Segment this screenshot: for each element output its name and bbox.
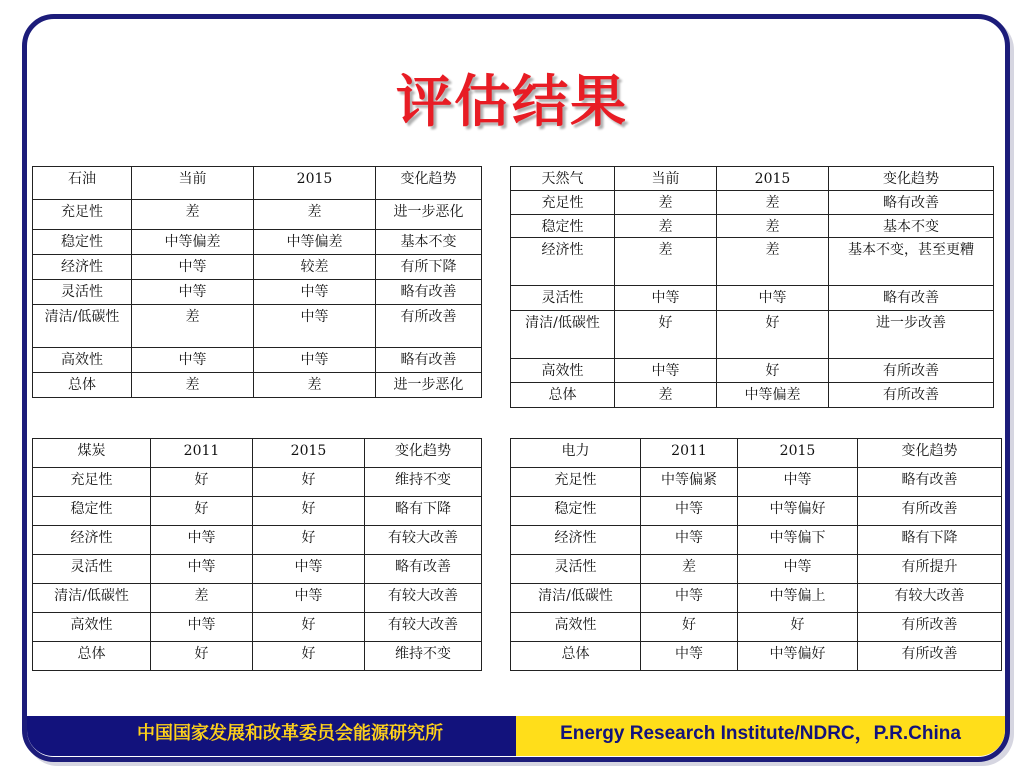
table-row xyxy=(511,238,994,286)
table-cell: 高效性 xyxy=(511,359,615,383)
header-cell: 当前 xyxy=(132,167,254,200)
header-cell: 变化趋势 xyxy=(376,167,482,200)
table-cell: 中等偏差 xyxy=(717,383,829,408)
table-cell: 差 xyxy=(132,200,254,230)
table-cell: 中等 xyxy=(641,584,738,613)
table-cell: 中等 xyxy=(641,642,738,671)
table-row xyxy=(511,497,1002,526)
table-cell: 略有改善 xyxy=(829,191,994,215)
table-cell: 灵活性 xyxy=(33,280,132,305)
header-cell: 2015 xyxy=(717,167,829,191)
table-cell: 中等 xyxy=(738,468,858,497)
table-cell: 经济性 xyxy=(511,238,615,286)
table-cell: 进一步改善 xyxy=(829,311,994,359)
table-cell: 差 xyxy=(254,200,376,230)
footer-institute-english: Energy Research Institute/NDRC，P.R.China xyxy=(513,716,1005,756)
table-row xyxy=(33,642,482,671)
table-row xyxy=(511,359,994,383)
table-cell: 略有改善 xyxy=(829,286,994,311)
table-cell: 好 xyxy=(717,311,829,359)
table-cell: 略有改善 xyxy=(376,280,482,305)
table-cell: 基本不变，甚至更糟 xyxy=(829,238,994,286)
table-row xyxy=(511,468,1002,497)
table-cell: 有所改善 xyxy=(376,305,482,348)
table-row xyxy=(511,526,1002,555)
footer-bar xyxy=(27,716,1005,756)
table-cell: 稳定性 xyxy=(511,497,641,526)
slide-title: 评估结果 xyxy=(396,70,628,135)
table-row xyxy=(33,305,482,348)
table-row xyxy=(33,230,482,255)
header-cell: 2011 xyxy=(151,439,253,468)
power-assessment-table xyxy=(510,438,1002,671)
table-cell: 经济性 xyxy=(33,526,151,555)
table-cell: 中等偏下 xyxy=(738,526,858,555)
table-row xyxy=(511,613,1002,642)
table-header-row xyxy=(33,439,482,468)
header-cell: 变化趋势 xyxy=(858,439,1002,468)
table-cell: 好 xyxy=(253,613,365,642)
table-cell: 中等偏上 xyxy=(738,584,858,613)
table-cell: 高效性 xyxy=(33,613,151,642)
table-cell: 中等 xyxy=(253,584,365,613)
table-row xyxy=(33,348,482,373)
table-cell: 差 xyxy=(717,238,829,286)
table-cell: 有所改善 xyxy=(858,613,1002,642)
table-cell: 有较大改善 xyxy=(365,613,482,642)
table-cell: 中等 xyxy=(132,255,254,280)
table-row xyxy=(33,468,482,497)
table-cell: 中等 xyxy=(615,359,717,383)
table-cell: 差 xyxy=(615,238,717,286)
table-row xyxy=(33,200,482,230)
table-row xyxy=(511,286,994,311)
table-cell: 中等 xyxy=(717,286,829,311)
table-row xyxy=(33,526,482,555)
table-row xyxy=(33,613,482,642)
table-cell: 中等偏差 xyxy=(132,230,254,255)
table-cell: 清洁/低碳性 xyxy=(33,305,132,348)
table-cell: 经济性 xyxy=(511,526,641,555)
table-cell: 进一步恶化 xyxy=(376,373,482,398)
header-cell: 当前 xyxy=(615,167,717,191)
table-cell: 差 xyxy=(132,305,254,348)
table-cell: 基本不变 xyxy=(376,230,482,255)
table-row xyxy=(33,497,482,526)
table-cell: 有所改善 xyxy=(829,359,994,383)
table-cell: 有较大改善 xyxy=(365,584,482,613)
table-cell: 略有改善 xyxy=(858,468,1002,497)
table-cell: 有所改善 xyxy=(858,497,1002,526)
table-cell: 中等 xyxy=(254,280,376,305)
table-cell: 好 xyxy=(151,642,253,671)
table-cell: 总体 xyxy=(33,373,132,398)
table-cell: 差 xyxy=(717,191,829,215)
header-cell: 电力 xyxy=(511,439,641,468)
table-cell: 中等 xyxy=(254,348,376,373)
table-cell: 灵活性 xyxy=(511,286,615,311)
table-cell: 较差 xyxy=(254,255,376,280)
table-cell: 有所改善 xyxy=(829,383,994,408)
header-cell: 2015 xyxy=(253,439,365,468)
table-cell: 中等 xyxy=(151,613,253,642)
header-cell: 变化趋势 xyxy=(365,439,482,468)
header-cell: 2015 xyxy=(738,439,858,468)
oil-assessment-table xyxy=(32,166,482,398)
table-cell: 维持不变 xyxy=(365,642,482,671)
table-header-row xyxy=(511,167,994,191)
table-cell: 差 xyxy=(254,373,376,398)
table-row xyxy=(511,555,1002,584)
table-cell: 差 xyxy=(615,215,717,238)
table-row xyxy=(33,255,482,280)
table-cell: 充足性 xyxy=(511,191,615,215)
table-cell: 中等 xyxy=(253,555,365,584)
footer-institute-name: 中国国家发展和改革委员会能源研究所 xyxy=(27,716,513,756)
header-cell: 石油 xyxy=(33,167,132,200)
header-cell: 2015 xyxy=(254,167,376,200)
table-cell: 中等 xyxy=(254,305,376,348)
table-cell: 好 xyxy=(717,359,829,383)
table-cell: 稳定性 xyxy=(33,497,151,526)
table-cell: 充足性 xyxy=(33,200,132,230)
table-row xyxy=(511,191,994,215)
table-cell: 充足性 xyxy=(511,468,641,497)
table-row xyxy=(33,280,482,305)
table-cell: 经济性 xyxy=(33,255,132,280)
table-cell: 有较大改善 xyxy=(365,526,482,555)
coal-assessment-table xyxy=(32,438,482,671)
table-cell: 差 xyxy=(615,191,717,215)
table-row xyxy=(511,215,994,238)
table-row xyxy=(511,584,1002,613)
table-row xyxy=(33,555,482,584)
table-row xyxy=(511,383,994,408)
table-cell: 略有改善 xyxy=(365,555,482,584)
table-row xyxy=(511,311,994,359)
table-cell: 清洁/低碳性 xyxy=(511,311,615,359)
table-cell: 中等偏差 xyxy=(254,230,376,255)
table-cell: 中等偏好 xyxy=(738,497,858,526)
table-cell: 好 xyxy=(253,642,365,671)
table-cell: 中等 xyxy=(641,526,738,555)
table-cell: 差 xyxy=(151,584,253,613)
table-cell: 差 xyxy=(615,383,717,408)
table-cell: 中等 xyxy=(132,348,254,373)
table-cell: 稳定性 xyxy=(511,215,615,238)
table-cell: 有所提升 xyxy=(858,555,1002,584)
table-cell: 中等 xyxy=(151,526,253,555)
table-cell: 略有改善 xyxy=(376,348,482,373)
table-row xyxy=(33,584,482,613)
table-header-row xyxy=(511,439,1002,468)
table-cell: 有较大改善 xyxy=(858,584,1002,613)
header-cell: 天然气 xyxy=(511,167,615,191)
header-cell: 变化趋势 xyxy=(829,167,994,191)
table-cell: 清洁/低碳性 xyxy=(33,584,151,613)
table-cell: 维持不变 xyxy=(365,468,482,497)
header-cell: 2011 xyxy=(641,439,738,468)
table-row xyxy=(511,642,1002,671)
table-cell: 稳定性 xyxy=(33,230,132,255)
table-cell: 略有下降 xyxy=(365,497,482,526)
table-cell: 中等 xyxy=(132,280,254,305)
table-cell: 好 xyxy=(151,497,253,526)
table-cell: 好 xyxy=(253,497,365,526)
table-cell: 中等偏好 xyxy=(738,642,858,671)
header-cell: 煤炭 xyxy=(33,439,151,468)
table-cell: 好 xyxy=(151,468,253,497)
table-cell: 灵活性 xyxy=(511,555,641,584)
table-cell: 好 xyxy=(253,526,365,555)
table-cell: 总体 xyxy=(511,383,615,408)
table-cell: 总体 xyxy=(33,642,151,671)
table-cell: 充足性 xyxy=(33,468,151,497)
table-cell: 差 xyxy=(132,373,254,398)
table-cell: 中等 xyxy=(615,286,717,311)
table-header-row xyxy=(33,167,482,200)
gas-assessment-table xyxy=(510,166,994,408)
table-cell: 差 xyxy=(717,215,829,238)
table-cell: 清洁/低碳性 xyxy=(511,584,641,613)
table-cell: 有所下降 xyxy=(376,255,482,280)
table-cell: 有所改善 xyxy=(858,642,1002,671)
table-cell: 高效性 xyxy=(33,348,132,373)
table-cell: 差 xyxy=(641,555,738,584)
table-cell: 基本不变 xyxy=(829,215,994,238)
table-cell: 略有下降 xyxy=(858,526,1002,555)
table-cell: 好 xyxy=(253,468,365,497)
table-cell: 灵活性 xyxy=(33,555,151,584)
table-cell: 中等 xyxy=(641,497,738,526)
table-cell: 中等 xyxy=(738,555,858,584)
table-cell: 总体 xyxy=(511,642,641,671)
table-cell: 好 xyxy=(738,613,858,642)
table-cell: 进一步恶化 xyxy=(376,200,482,230)
table-cell: 好 xyxy=(615,311,717,359)
table-cell: 中等 xyxy=(151,555,253,584)
table-cell: 高效性 xyxy=(511,613,641,642)
table-row xyxy=(33,373,482,398)
table-cell: 中等偏紧 xyxy=(641,468,738,497)
table-cell: 好 xyxy=(641,613,738,642)
